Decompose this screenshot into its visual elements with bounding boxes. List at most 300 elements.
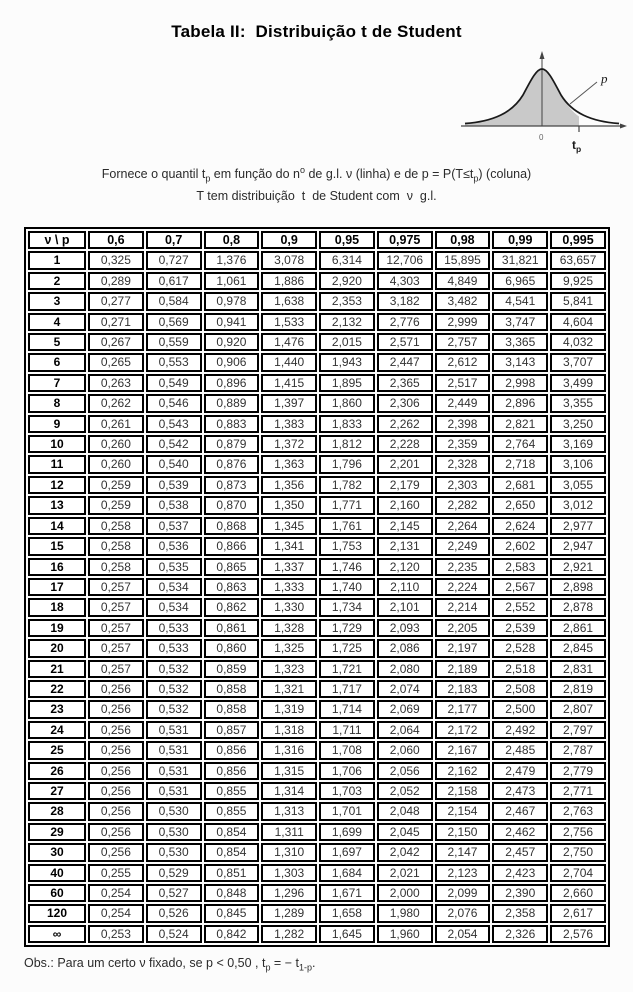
description-text: Fornece o quantil t [101,167,206,182]
df-row-label: 13 [28,496,86,514]
t-quantile-cell: 0,851 [204,864,260,882]
df-row-label: 28 [28,802,86,820]
t-quantile-cell: 0,535 [146,558,202,576]
table-row [28,272,606,290]
t-quantile-cell: 63,657 [550,251,606,269]
t-quantile-cell: 2,228 [377,435,433,453]
t-quantile-cell: 2,069 [377,700,433,718]
t-quantile-cell: 2,183 [435,680,491,698]
t-quantile-cell: 0,265 [88,353,144,371]
t-quantile-cell: 0,540 [146,455,202,473]
t-quantile-cell: 2,571 [377,333,433,351]
t-quantile-cell: 1,717 [319,680,375,698]
t-quantile-cell: 3,482 [435,292,491,310]
t-quantile-cell: 2,154 [435,802,491,820]
subscript-1-p: 1-p [298,962,312,973]
description-line-1 [0,162,633,188]
t-quantile-cell: 2,508 [492,680,548,698]
t-quantile-cell: 1,296 [261,884,317,902]
t-quantile-cell: 0,256 [88,741,144,759]
t-quantile-cell: 2,500 [492,700,548,718]
df-row-label: 6 [28,353,86,371]
t-quantile-cell: 0,289 [88,272,144,290]
t-quantile-cell: 0,896 [204,374,260,392]
corner-header-nu-p: ν \ p [28,231,86,249]
df-row-label: 26 [28,762,86,780]
t-quantile-cell: 1,321 [261,680,317,698]
table-row [28,721,606,739]
footnote [24,956,315,973]
t-quantile-cell: 0,856 [204,762,260,780]
t-quantile-cell: 6,314 [319,251,375,269]
df-row-label: 10 [28,435,86,453]
t-quantile-cell: 0,257 [88,578,144,596]
t-quantile-cell: 2,612 [435,353,491,371]
t-quantile-cell: 2,201 [377,455,433,473]
t-quantile-cell: 1,746 [319,558,375,576]
t-quantile-cell: 0,854 [204,843,260,861]
table-row [28,415,606,433]
t-quantile-cell: 0,854 [204,823,260,841]
t-quantile-cell: 2,264 [435,517,491,535]
df-row-label: 16 [28,558,86,576]
t-quantile-cell: 3,365 [492,333,548,351]
t-quantile-cell: 2,120 [377,558,433,576]
t-quantile-cell: 2,358 [492,904,548,922]
t-quantile-cell: 2,624 [492,517,548,535]
t-quantile-cell: 0,530 [146,802,202,820]
t-quantile-cell: 3,078 [261,251,317,269]
table-row [28,517,606,535]
column-header-p: 0,95 [319,231,375,249]
t-quantile-cell: 0,259 [88,496,144,514]
df-row-label: 22 [28,680,86,698]
subscript-p: p [265,962,271,973]
t-quantile-cell: 0,255 [88,864,144,882]
t-quantile-cell: 1,761 [319,517,375,535]
t-quantile-cell: 1,311 [261,823,317,841]
t-quantile-cell: 1,315 [261,762,317,780]
t-quantile-cell: 1,333 [261,578,317,596]
t-quantile-cell: 2,771 [550,782,606,800]
t-quantile-cell: 1,782 [319,476,375,494]
t-quantile-cell: 1,397 [261,394,317,412]
t-quantile-cell: 2,093 [377,619,433,637]
t-quantile-cell: 0,855 [204,782,260,800]
t-quantile-cell: 2,567 [492,578,548,596]
superscript-o: o [299,165,305,175]
t-quantile-cell: 2,359 [435,435,491,453]
t-quantile-cell: 2,214 [435,598,491,616]
t-quantile-cell: 0,256 [88,782,144,800]
table-row [28,292,606,310]
t-quantile-cell: 1,363 [261,455,317,473]
t-quantile-cell: 0,533 [146,619,202,637]
t-quantile-cell: 2,235 [435,558,491,576]
df-row-label: 2 [28,272,86,290]
df-row-label: 30 [28,843,86,861]
t-quantile-cell: 2,054 [435,925,491,943]
t-quantile-cell: 2,528 [492,639,548,657]
t-quantile-cell: 2,306 [377,394,433,412]
table-row [28,762,606,780]
t-quantile-cell: 0,260 [88,455,144,473]
t-quantile-cell: 0,254 [88,904,144,922]
df-row-label: 27 [28,782,86,800]
t-quantile-cell: 0,256 [88,802,144,820]
t-quantile-cell: 2,660 [550,884,606,902]
tp-label: $t_p$ [572,138,582,154]
t-quantile-cell: 2,205 [435,619,491,637]
table-row [28,578,606,596]
t-quantile-cell: 2,704 [550,864,606,882]
t-quantile-cell: 0,263 [88,374,144,392]
t-quantile-cell: 0,543 [146,415,202,433]
t-quantile-cell: 2,447 [377,353,433,371]
t-quantile-cell: 2,080 [377,660,433,678]
t-quantile-cell: 2,787 [550,741,606,759]
t-quantile-cell: 0,861 [204,619,260,637]
t-quantile-cell: 2,064 [377,721,433,739]
t-quantile-cell: 2,845 [550,639,606,657]
df-row-label: 7 [28,374,86,392]
table-row [28,823,606,841]
t-quantile-cell: 0,531 [146,721,202,739]
column-header-p: 0,6 [88,231,144,249]
table-row [28,864,606,882]
t-quantile-cell: 1,289 [261,904,317,922]
df-row-label: 24 [28,721,86,739]
t-quantile-cell: 2,718 [492,455,548,473]
t-quantile-cell: 2,172 [435,721,491,739]
t-quantile-cell: 1,318 [261,721,317,739]
t-quantile-cell: 2,282 [435,496,491,514]
t-quantile-cell: 1,350 [261,496,317,514]
t-quantile-cell: 2,576 [550,925,606,943]
t-quantile-cell: 12,706 [377,251,433,269]
t-quantile-cell: 0,277 [88,292,144,310]
table-row [28,394,606,412]
table-row [28,700,606,718]
t-quantile-cell: 2,076 [435,904,491,922]
t-quantile-cell: 0,858 [204,700,260,718]
t-quantile-cell: 1,740 [319,578,375,596]
t-quantile-cell: 2,189 [435,660,491,678]
df-row-label: 29 [28,823,86,841]
page-title: Tabela II: Distribuição t de Student [171,22,462,41]
t-quantile-cell: 5,841 [550,292,606,310]
t-quantile-cell: 0,856 [204,741,260,759]
subscript-p: p [473,173,479,184]
t-quantile-cell: 2,977 [550,517,606,535]
t-quantile-cell: 1,330 [261,598,317,616]
y-axis-arrow-icon [540,51,545,59]
t-quantile-cell: 1,771 [319,496,375,514]
t-quantile-cell: 0,256 [88,700,144,718]
t-quantile-cell: 1,708 [319,741,375,759]
column-header-p: 0,98 [435,231,491,249]
t-quantile-cell: 2,052 [377,782,433,800]
t-quantile-cell: 0,941 [204,313,260,331]
t-quantile-cell: 1,703 [319,782,375,800]
table-row [28,843,606,861]
t-quantile-cell: 2,831 [550,660,606,678]
footnote-text: Obs.: Para um certo ν fixado, se p < 0,50 , t [24,956,266,970]
df-row-label: 120 [28,904,86,922]
t-quantile-cell: 2,123 [435,864,491,882]
t-quantile-cell: 2,617 [550,904,606,922]
t-quantile-cell: 3,747 [492,313,548,331]
t-quantile-cell: 1,725 [319,639,375,657]
t-quantile-cell: 2,779 [550,762,606,780]
t-quantile-cell: 1,658 [319,904,375,922]
t-distribution-figure [457,48,629,158]
table-row [28,251,606,269]
t-quantile-cell: 0,256 [88,823,144,841]
zero-label: 0 [539,133,544,142]
t-quantile-cell: 2,162 [435,762,491,780]
df-row-label: 40 [28,864,86,882]
table-row [28,476,606,494]
t-quantile-cell: 3,250 [550,415,606,433]
t-quantile-cell: 1,671 [319,884,375,902]
column-header-p: 0,995 [550,231,606,249]
t-quantile-cell: 2,896 [492,394,548,412]
t-quantile-cell: 0,260 [88,435,144,453]
t-quantile-cell: 1,895 [319,374,375,392]
t-quantile-cell: 2,150 [435,823,491,841]
t-quantile-cell: 0,857 [204,721,260,739]
t-quantile-cell: 2,947 [550,537,606,555]
t-quantile-cell: 0,865 [204,558,260,576]
df-row-label: 60 [28,884,86,902]
t-quantile-cell: 1,282 [261,925,317,943]
t-quantile-cell: 2,015 [319,333,375,351]
t-quantile-cell: 0,261 [88,415,144,433]
t-quantile-cell: 2,797 [550,721,606,739]
t-quantile-cell: 2,056 [377,762,433,780]
t-quantile-cell: 1,314 [261,782,317,800]
df-row-label: 15 [28,537,86,555]
t-quantile-cell: 1,310 [261,843,317,861]
t-quantile-cell: 3,169 [550,435,606,453]
t-quantile-cell: 3,355 [550,394,606,412]
table-row [28,619,606,637]
table-row [28,802,606,820]
t-quantile-cell: 0,542 [146,435,202,453]
df-row-label: 20 [28,639,86,657]
df-row-label: 1 [28,251,86,269]
table-description [0,162,633,205]
t-quantile-cell: 1,980 [377,904,433,922]
table-row [28,884,606,902]
footnote-text: = − t [270,956,299,970]
t-quantile-cell: 4,541 [492,292,548,310]
t-quantile-cell: 1,833 [319,415,375,433]
t-quantile-cell: 0,876 [204,455,260,473]
t-quantile-cell: 2,042 [377,843,433,861]
t-quantile-cell: 0,532 [146,700,202,718]
t-quantile-cell: 2,473 [492,782,548,800]
t-quantile-cell: 0,533 [146,639,202,657]
t-quantile-cell: 0,727 [146,251,202,269]
t-quantile-cell: 2,262 [377,415,433,433]
t-quantile-cell: 2,763 [550,802,606,820]
df-row-label: 18 [28,598,86,616]
t-quantile-cell: 1,316 [261,741,317,759]
t-quantile-cell: 0,530 [146,823,202,841]
table-row [28,558,606,576]
t-quantile-cell: 0,529 [146,864,202,882]
t-quantile-cell: 1,415 [261,374,317,392]
t-quantile-cell: 2,756 [550,823,606,841]
t-quantile-cell: 0,257 [88,660,144,678]
t-quantile-cell: 1,372 [261,435,317,453]
t-quantile-cell: 1,721 [319,660,375,678]
t-quantile-cell: 2,086 [377,639,433,657]
t-quantile-cell: 0,527 [146,884,202,902]
t-quantile-cell: 1,376 [204,251,260,269]
t-quantile-cell: 1,706 [319,762,375,780]
t-quantile-cell: 1,886 [261,272,317,290]
t-quantile-cell: 9,925 [550,272,606,290]
p-label: p [601,71,608,86]
t-quantile-cell: 2,861 [550,619,606,637]
t-quantile-cell: 0,537 [146,517,202,535]
t-quantile-cell: 0,256 [88,843,144,861]
t-quantile-cell: 1,303 [261,864,317,882]
table-row [28,680,606,698]
t-student-table [24,227,610,947]
t-quantile-cell: 1,796 [319,455,375,473]
t-quantile-cell: 0,868 [204,517,260,535]
t-quantile-cell: 0,845 [204,904,260,922]
t-quantile-cell: 0,539 [146,476,202,494]
t-quantile-cell: 0,855 [204,802,260,820]
t-quantile-cell: 2,998 [492,374,548,392]
df-row-label: 5 [28,333,86,351]
t-quantile-cell: 2,757 [435,333,491,351]
table-row [28,455,606,473]
t-quantile-cell: 2,000 [377,884,433,902]
t-quantile-cell: 1,960 [377,925,433,943]
t-quantile-cell: 2,999 [435,313,491,331]
t-quantile-cell: 0,569 [146,313,202,331]
t-quantile-cell: 2,132 [319,313,375,331]
t-quantile-cell: 0,531 [146,782,202,800]
df-row-label: 14 [28,517,86,535]
t-quantile-cell: 1,323 [261,660,317,678]
df-row-label: 17 [28,578,86,596]
df-row-label: ∞ [28,925,86,943]
t-quantile-cell: 2,328 [435,455,491,473]
table-row [28,313,606,331]
t-quantile-cell: 1,812 [319,435,375,453]
table-row [28,782,606,800]
t-quantile-cell: 4,032 [550,333,606,351]
t-quantile-cell: 1,729 [319,619,375,637]
t-quantile-cell: 1,345 [261,517,317,535]
t-quantile-cell: 2,602 [492,537,548,555]
t-quantile-cell: 1,383 [261,415,317,433]
table-row [28,435,606,453]
t-quantile-cell: 0,532 [146,680,202,698]
t-quantile-cell: 1,313 [261,802,317,820]
t-quantile-cell: 2,145 [377,517,433,535]
df-row-label: 4 [28,313,86,331]
t-quantile-cell: 2,365 [377,374,433,392]
t-quantile-cell: 0,617 [146,272,202,290]
t-quantile-cell: 0,258 [88,537,144,555]
t-quantile-cell: 1,533 [261,313,317,331]
table-row [28,333,606,351]
t-quantile-cell: 0,530 [146,843,202,861]
description-text: de g.l. ν (linha) e de p = P(T≤t [305,167,474,182]
t-quantile-cell: 1,860 [319,394,375,412]
t-quantile-cell: 2,048 [377,802,433,820]
t-quantile-cell: 0,858 [204,680,260,698]
column-header-p: 0,99 [492,231,548,249]
t-quantile-cell: 1,734 [319,598,375,616]
t-quantile-cell: 2,101 [377,598,433,616]
t-quantile-cell: 0,259 [88,476,144,494]
table-row [28,353,606,371]
t-quantile-cell: 2,807 [550,700,606,718]
t-quantile-cell: 0,325 [88,251,144,269]
t-quantile-cell: 0,538 [146,496,202,514]
t-quantile-cell: 0,254 [88,884,144,902]
t-quantile-cell: 2,060 [377,741,433,759]
df-row-label: 25 [28,741,86,759]
t-quantile-cell: 6,965 [492,272,548,290]
table-row [28,496,606,514]
t-quantile-cell: 3,499 [550,374,606,392]
t-quantile-cell: 2,821 [492,415,548,433]
t-quantile-cell: 4,604 [550,313,606,331]
t-quantile-cell: 0,257 [88,598,144,616]
df-row-label: 19 [28,619,86,637]
x-axis-arrow-icon [620,124,627,129]
t-quantile-cell: 1,328 [261,619,317,637]
t-quantile-cell: 0,257 [88,639,144,657]
t-quantile-cell: 0,256 [88,721,144,739]
table-row [28,741,606,759]
t-quantile-cell: 0,526 [146,904,202,922]
t-quantile-cell: 2,326 [492,925,548,943]
t-quantile-cell: 2,552 [492,598,548,616]
table-row [28,537,606,555]
t-quantile-cell: 4,849 [435,272,491,290]
t-quantile-cell: 0,879 [204,435,260,453]
table-row [28,639,606,657]
t-quantile-cell: 1,476 [261,333,317,351]
t-quantile-cell: 2,021 [377,864,433,882]
t-quantile-cell: 1,753 [319,537,375,555]
t-quantile-cell: 2,920 [319,272,375,290]
t-quantile-cell: 2,583 [492,558,548,576]
description-line-2: T tem distribuição t de Student com ν g.l. [196,188,437,203]
t-quantile-cell: 0,271 [88,313,144,331]
column-header-p: 0,7 [146,231,202,249]
t-quantile-cell: 0,848 [204,884,260,902]
t-quantile-cell: 1,061 [204,272,260,290]
t-quantile-cell: 1,697 [319,843,375,861]
t-quantile-cell: 2,167 [435,741,491,759]
t-quantile-cell: 1,699 [319,823,375,841]
t-quantile-cell: 0,553 [146,353,202,371]
t-quantile-cell: 2,485 [492,741,548,759]
t-quantile-cell: 3,106 [550,455,606,473]
